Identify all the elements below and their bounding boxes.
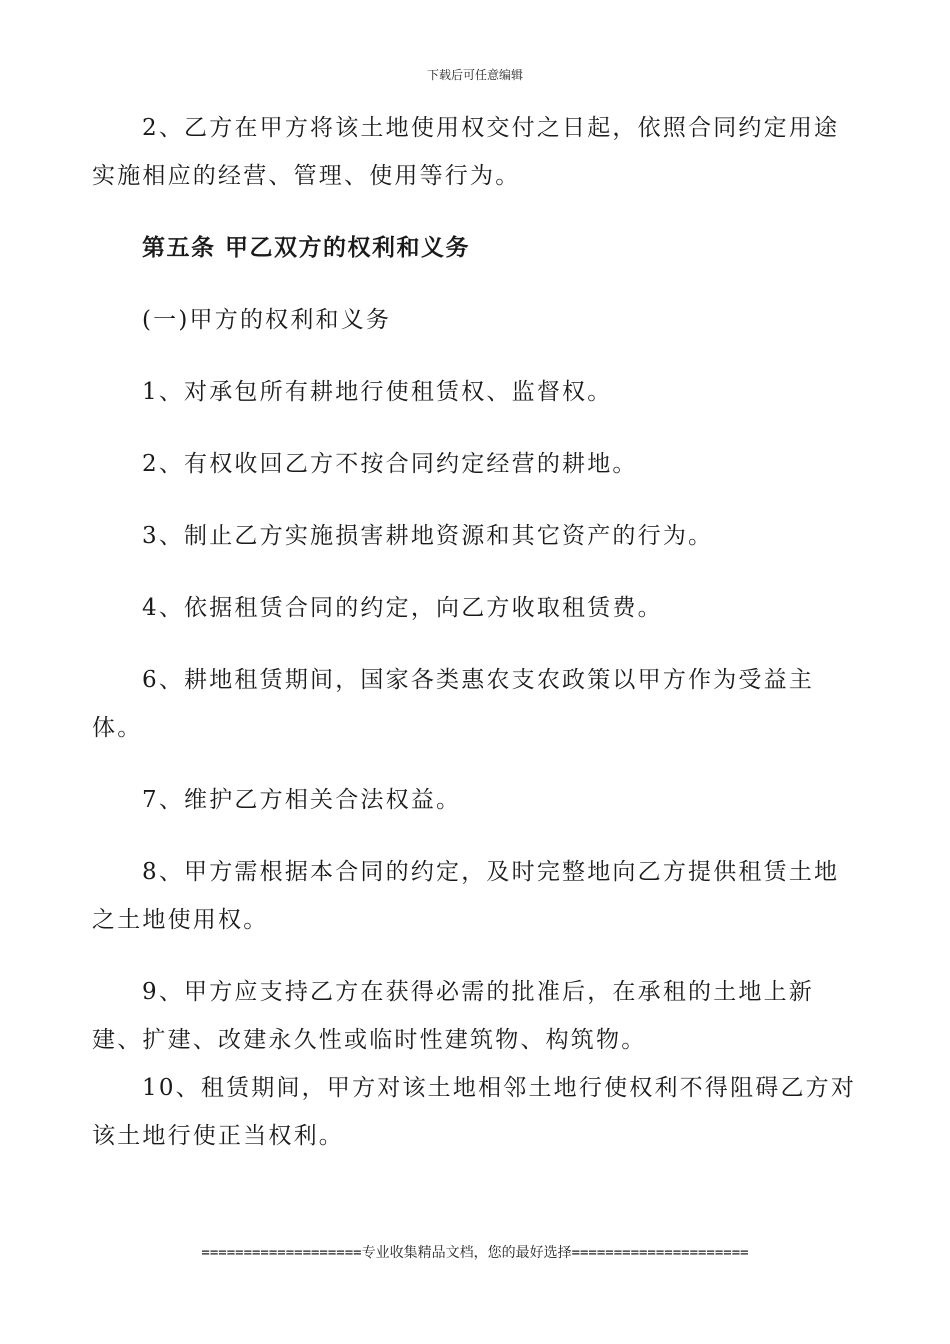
paragraph-item-1: 1、对承包所有耕地行使租赁权、监督权。 (142, 379, 613, 405)
paragraph-clause-2: 2、乙方在甲方将该土地使用权交付之日起，依照合同约定用途实施相应的经营、管理、使用等行为。 (92, 115, 840, 189)
paragraph-item-10: 10、租赁期间，甲方对该土地相邻土地行使权利不得阻碍乙方对该土地行使正当权利。 (92, 1075, 857, 1149)
paragraph-item-9: 9、甲方应支持乙方在获得必需的批准后，在承租的土地上新建、扩建、改建永久性或临时性建筑物、构筑物。 (92, 979, 815, 1053)
paragraph-item-4: 4、依据租赁合同的约定，向乙方收取租赁费。 (142, 595, 663, 621)
page-header-note: 下载后可任意编辑 (426, 68, 523, 82)
section-heading-article-5: 第五条 甲乙双方的权利和义务 (142, 234, 471, 261)
paragraph-item-7: 7、维护乙方相关合法权益。 (142, 787, 462, 813)
paragraph-item-2: 2、有权收回乙方不按合同约定经营的耕地。 (142, 451, 638, 477)
page-footer-note: ===================专业收集精品文档，您的最好选择===================== (201, 1245, 749, 1261)
paragraph-item-6: 6、耕地租赁期间，国家各类惠农支农政策以甲方作为受益主体。 (92, 667, 815, 741)
subsection-heading-party-a: (一)甲方的权利和义务 (142, 307, 392, 333)
paragraph-item-8: 8、甲方需根据本合同的约定，及时完整地向乙方提供租赁土地之土地使用权。 (92, 859, 840, 933)
paragraph-item-3: 3、制止乙方实施损害耕地资源和其它资产的行为。 (142, 523, 714, 549)
document-body (92, 104, 862, 1184)
